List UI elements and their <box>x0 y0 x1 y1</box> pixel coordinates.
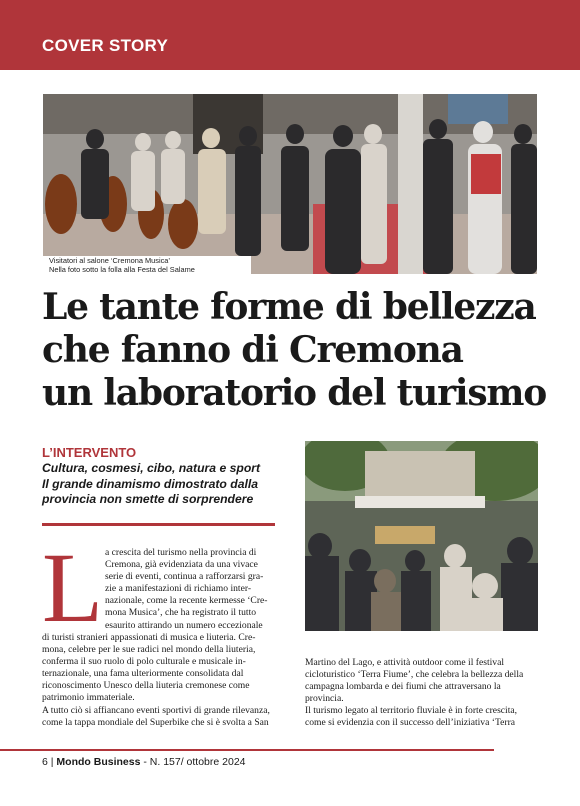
standfirst-line: Cultura, cosmesi, cibo, natura e sport <box>42 461 261 475</box>
body-line: mona Musica’, che ha registrato il tutto <box>105 607 257 619</box>
article-standfirst <box>42 461 282 508</box>
article-kicker: L’INTERVENTO <box>42 445 137 460</box>
body-line: mona, celebre per le sue radici nel mondo della liuteria, <box>42 644 256 656</box>
body-line: Il turismo legato al territorio fluviale è in forte crescita, <box>305 705 518 717</box>
body-line: zie a manifestazioni di richiamo inter- <box>105 583 252 595</box>
page-number: 6 <box>42 756 48 768</box>
body-line: esaurito attirando un numero eccezionale <box>105 619 263 631</box>
body-line: a crescita del turismo nella provincia di <box>105 547 257 558</box>
standfirst-line: provincia non smette di sorprendere <box>42 492 254 506</box>
body-line: ternazionale, una fama ulteriormente consolidata dal <box>42 668 244 680</box>
page-footer <box>42 756 246 768</box>
body-line: Martino del Lago, e attività outdoor come il festival <box>305 657 505 668</box>
body-line: come la tappa mondiale del Superbike che si è svolta a San <box>42 716 269 728</box>
magazine-name: Mondo Business <box>56 756 141 768</box>
article-column-1-top <box>105 547 277 632</box>
body-line: patrimonio immateriale. <box>42 692 135 704</box>
article-headline <box>42 286 552 415</box>
photo-caption <box>43 256 251 274</box>
article-column-2 <box>305 657 539 730</box>
issue-info: - N. 157/ ottobre 2024 <box>143 756 246 768</box>
body-line: A tutto ciò si affiancano eventi sportivi di grande rilevanza, <box>42 704 270 716</box>
body-line: di turisti stranieri appassionati di musica e liuteria. Cre- <box>42 632 256 643</box>
body-line: Cremona, già evidenziata da una vivace <box>105 559 258 571</box>
photo-festa-del-salame-crowd <box>305 441 538 631</box>
body-line: campagna lombarda e dei fiumi che attraversano la <box>305 681 501 693</box>
headline-line: che fanno di Cremona <box>42 329 463 371</box>
body-line: serie di eventi, continua a rafforzarsi gra- <box>105 571 264 583</box>
standfirst-line: Il grande dinamismo dimostrato dalla <box>42 476 259 491</box>
body-line: nazionale, come la recente kermesse ‘Cre- <box>105 595 268 607</box>
body-line: cicloturistico ‘Terra Fiume’, che celebra la bellezza della <box>305 669 524 681</box>
footer-separator: | <box>50 756 54 768</box>
headline-line: Le tante forme di bellezza <box>42 286 536 328</box>
standfirst-divider <box>42 523 275 526</box>
article-column-1-bottom <box>42 632 277 729</box>
section-header-bar <box>0 0 580 70</box>
section-label: COVER STORY <box>42 36 169 55</box>
body-line: come si evidenzia con il successo dell’iniziativa ‘Terra <box>305 717 516 729</box>
body-line: conferma il suo ruolo di polo culturale e musicale in- <box>42 656 246 668</box>
footer-divider <box>0 749 494 751</box>
body-line: provincia. <box>305 693 344 705</box>
body-line: riconoscimento Unesco della liuteria cremonese come <box>42 680 250 692</box>
photo-cremona-musica-visitors <box>43 94 537 274</box>
caption-line: Nella foto sotto la folla alla Festa del Salame <box>49 264 195 274</box>
headline-line: un laboratorio del turismo <box>42 372 547 414</box>
drop-cap: L <box>42 532 104 643</box>
caption-line: Visitatori al salone ‘Cremona Musica’ <box>49 256 171 265</box>
